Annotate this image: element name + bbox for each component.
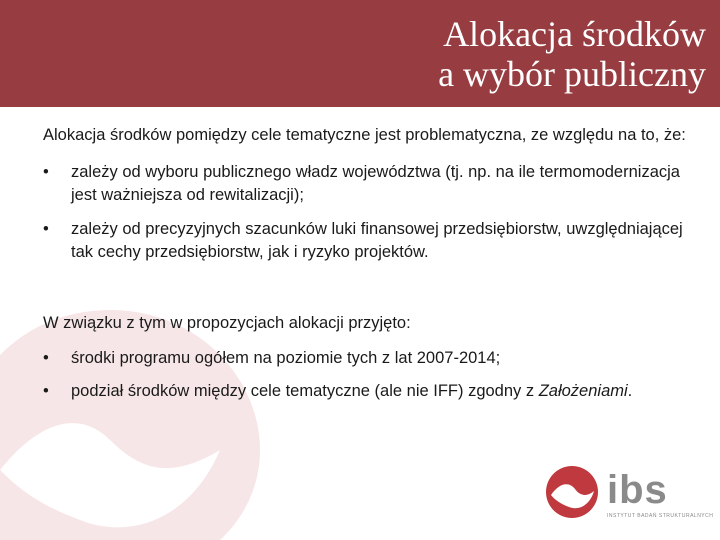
ibs-logo [545, 465, 714, 525]
list-item [43, 347, 703, 370]
ibs-logo-mark-icon [545, 465, 599, 519]
bullet-text [71, 382, 632, 400]
bullet-text: zależy od wyboru publicznego władz województwa (tj. np. na ile termomodernizacja jest ważniejsza od rewitalizacji); [71, 163, 680, 204]
intro-paragraph-2: W związku z tym w propozycjach alokacji przyjęto: [43, 314, 411, 332]
title-bar [0, 0, 720, 107]
bullet-list-2 [43, 347, 703, 403]
list-item [43, 218, 703, 264]
bullet-list-1 [43, 161, 703, 264]
bullet-text: zależy od precyzyjnych szacunków luki finansowej przedsiębiorstw, uwzględniającej tak cechy przedsiębiorstw, jak i ryzyko projektów. [71, 220, 683, 261]
list-item [43, 380, 703, 403]
bullet-icon: • [43, 163, 49, 181]
logo-text: ibs [607, 468, 668, 512]
bullet-icon: • [43, 349, 49, 367]
bullet-text-end: . [627, 382, 633, 400]
logo-subtitle: INSTYTUT BADAŃ STRUKTURALNYCH [607, 513, 714, 519]
bullet-icon: • [43, 382, 49, 400]
title-line-1: Alokacja środków [443, 14, 706, 54]
slide-body [43, 124, 703, 403]
bullet-icon: • [43, 220, 49, 238]
slide-title [438, 14, 706, 94]
title-line-2: a wybór publiczny [438, 54, 706, 94]
list-item [43, 161, 703, 207]
intro-paragraph: Alokacja środków pomiędzy cele tematyczne jest problematyczna, ze względu na to, że: [43, 126, 686, 144]
bullet-text-main: podział środków między cele tematyczne (ale nie IFF) zgodny z [71, 382, 539, 400]
bullet-text: środki programu ogółem na poziomie tych z lat 2007-2014; [71, 349, 501, 367]
bullet-text-emphasis: Założeniami [538, 382, 628, 400]
